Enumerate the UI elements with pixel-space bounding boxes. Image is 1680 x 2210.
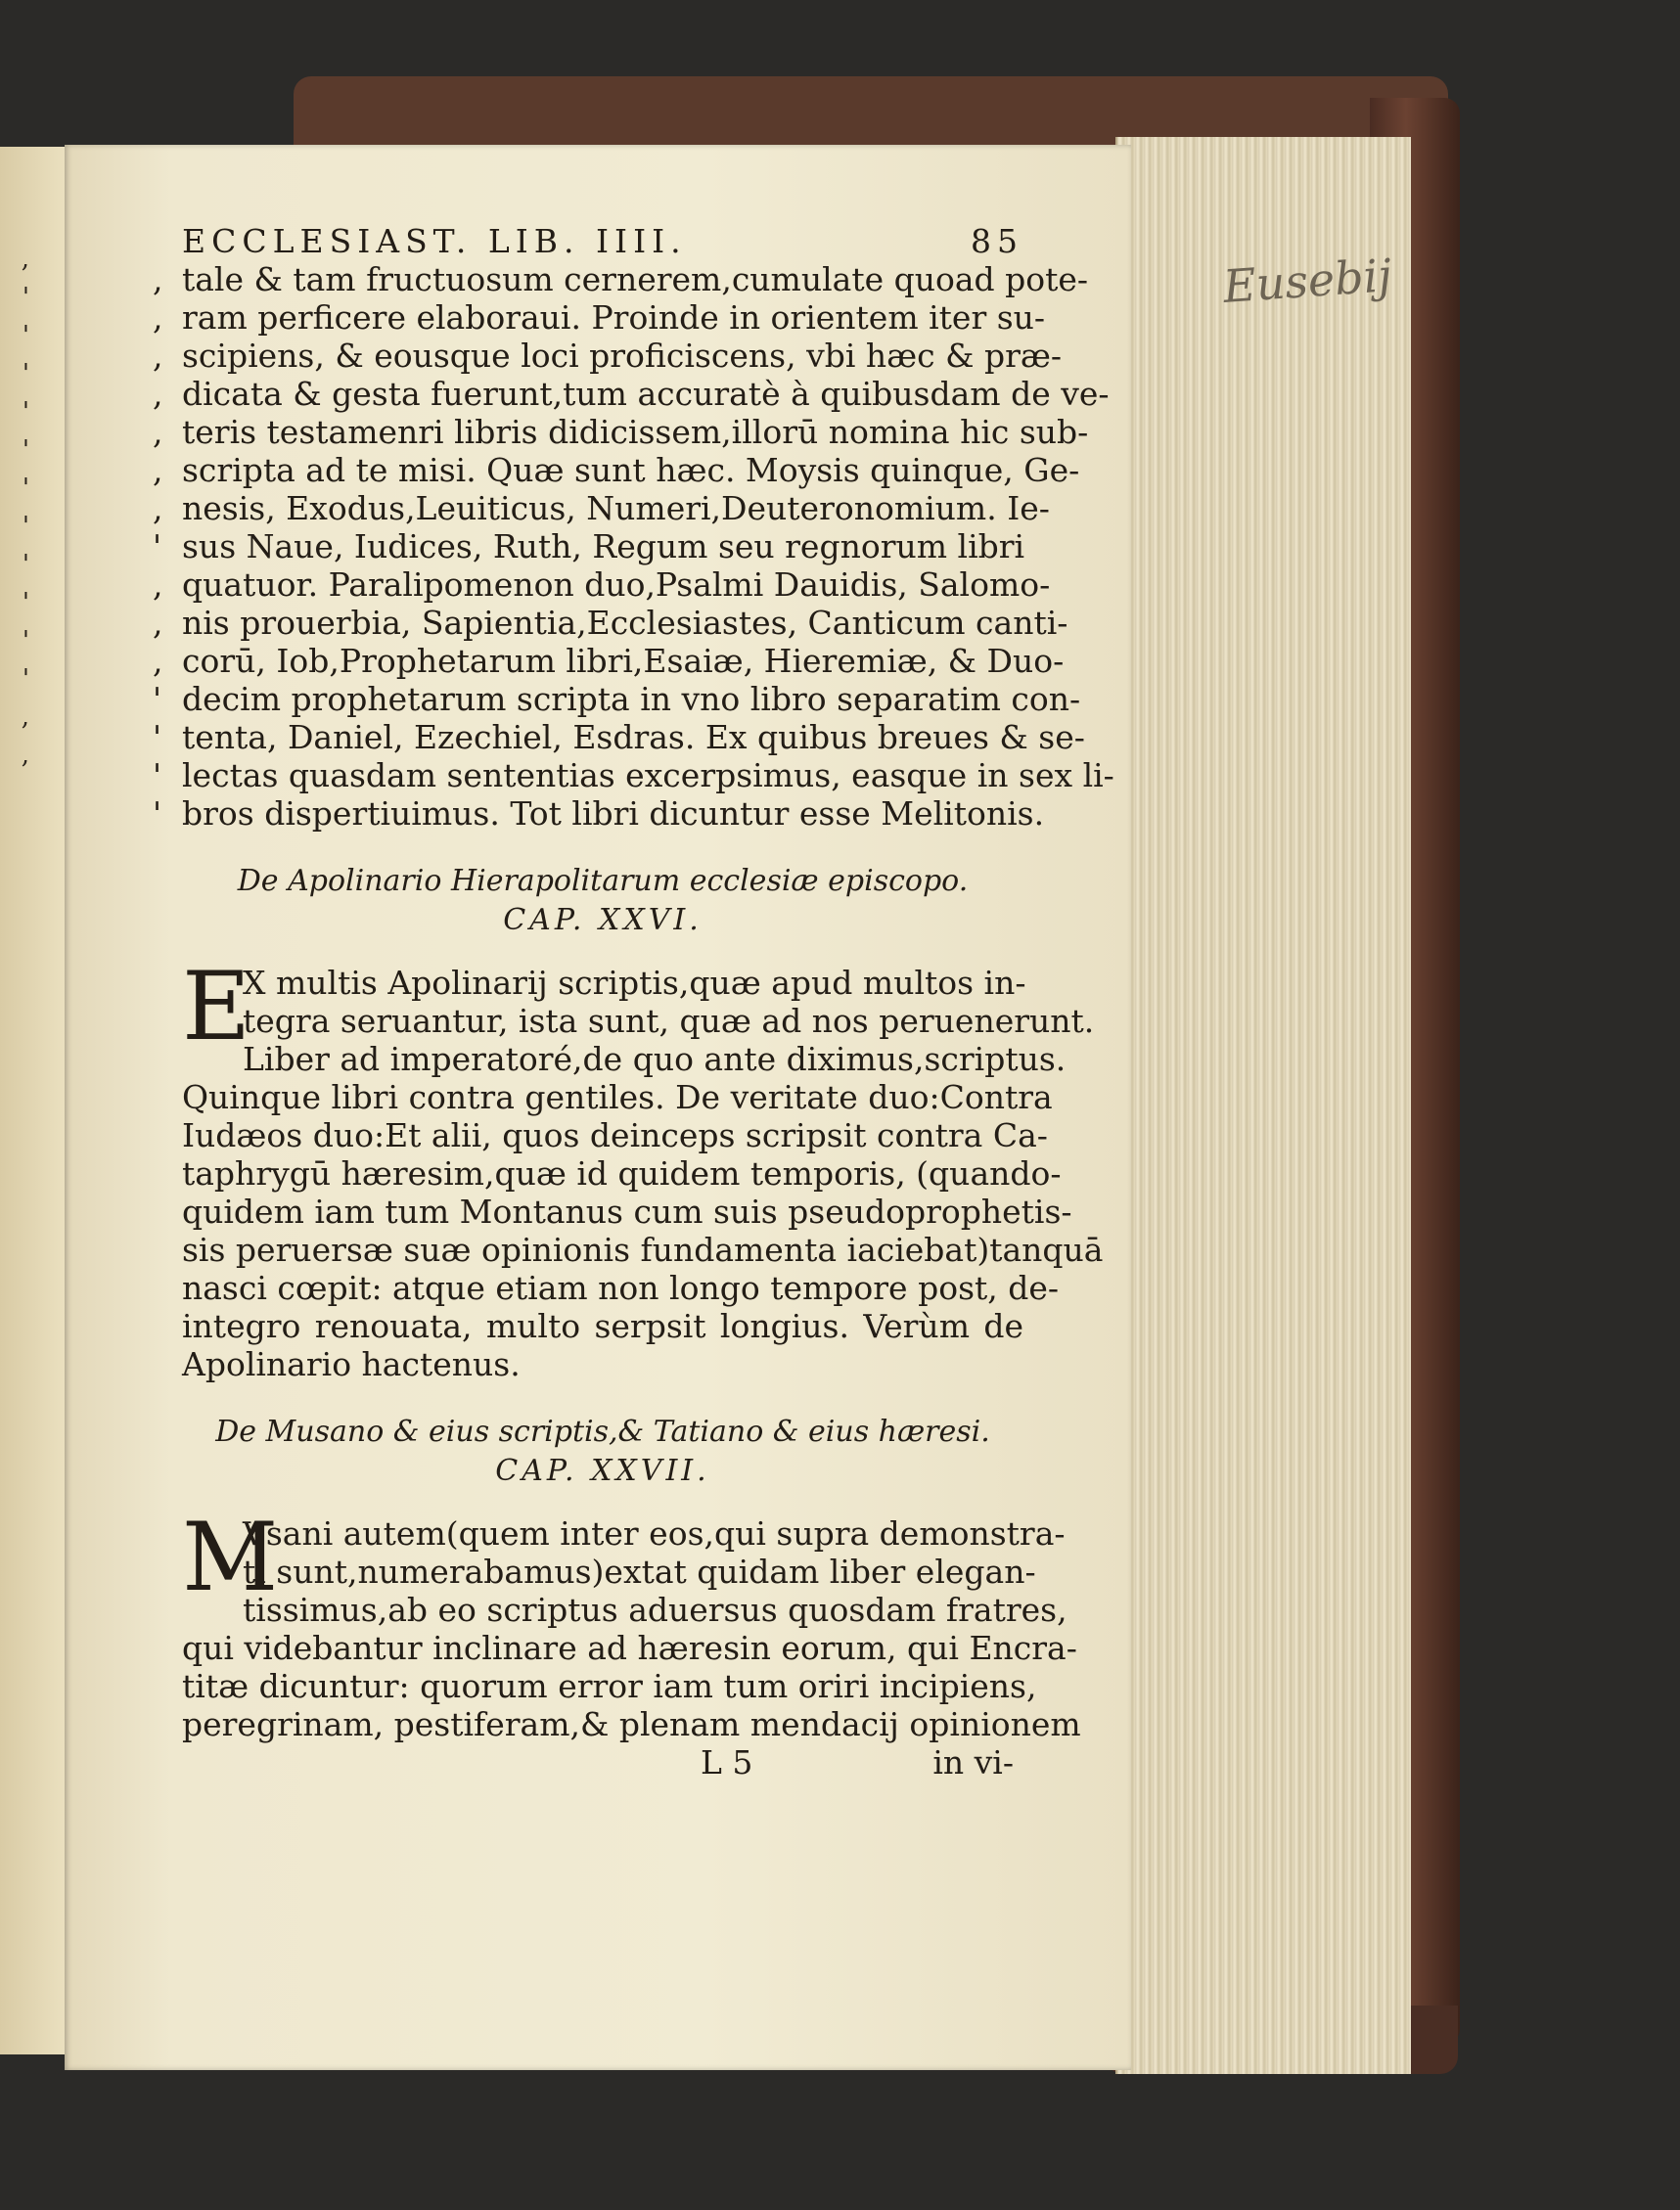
text-line: taphrygū hæresim,quæ id quidem temporis, (quando- [182,1154,1062,1193]
text-line: Liber ad imperatoré,de quo ante diximus,scriptus. [243,1040,1067,1078]
page-text [153,203,1114,1784]
page-number: 85 [971,222,1023,260]
text-line: , nesis, Exodus,Leuiticus, Numeri,Deuteronomium. Ie- [153,489,1050,527]
running-head [182,203,1023,260]
text-line: titæ dicuntur: quorum error iam tum oriri incipiens, [182,1667,1037,1705]
chapter-26-text [182,952,1104,1383]
text-line: Iudæos duo:Et alii, quos deinceps scripsit contra Ca- [182,1116,1048,1154]
edge-stamp: Eusebij [1221,248,1394,313]
text-line: ' lectas quasdam sententias excerpsimus, easque in sex li- [153,756,1114,794]
text-line: Quinque libri contra gentiles. De veritate duo:Contra [182,1078,1053,1116]
text-line: quidem iam tum Montanus cum suis pseudoprophetis- [182,1193,1072,1231]
text-line: X multis Apolinarij scriptis,quæ apud multos in- [243,964,1026,1002]
text-line: Apolinario hactenus. [182,1345,521,1383]
text-line: , teris testamenri libris didicissem,illorū nomina hic sub- [153,413,1089,451]
catchword: in vi- [932,1743,1014,1782]
section-melito-list [153,260,1114,833]
drop-cap: M [182,1503,279,1612]
text-line: , corū, Iob,Prophetarum libri,Esaiæ, Hieremiæ, & Duo- [153,642,1065,680]
chapter-number: CAP. XXVII. [495,1454,710,1488]
text-line: peregrinam, pestiferam,& plenam mendacij opinionem [182,1705,1081,1743]
text-line: , scripta ad te misi. Quæ sunt hæc. Moysis quinque, Ge- [153,451,1080,489]
text-line: , ram perficere elaboraui. Proinde in orientem iter su- [153,298,1046,337]
chapter-27-text [182,1503,1081,1743]
drop-cap: E [182,952,251,1061]
text-line: , scipiens, & eousque loci proficiscens, vbi hæc & præ- [153,337,1063,375]
page-footer [182,1743,1023,1784]
text-line: , quatuor. Paralipomenon duo,Psalmi Dauidis, Salomo- [153,565,1051,604]
text-line: qui videbantur inclinare ad hæresin eorum, qui Encra- [182,1629,1077,1667]
text-line: , dicata & gesta fuerunt,tum accuratè à quibusdam de ve- [153,375,1110,413]
text-line: sis peruersæ suæ opinionis fundamenta iaciebat)tanquā [182,1231,1104,1269]
text-line: , tale & tam fructuosum cernerem,cumulate quoad pote- [153,260,1089,298]
text-line: , nis prouerbia, Sapientia,Ecclesiastes, Canticum canti- [153,604,1068,642]
page-block-edges [1115,137,1411,2074]
text-line: tegra seruantur, ista sunt, quæ ad nos peruenerunt. [243,1002,1095,1040]
chapter-heading: De Apolinario Hierapolitarum ecclesiæ episcopo. [237,864,969,898]
text-line: Vsani autem(quem inter eos,qui supra demonstra- [243,1514,1066,1553]
signature-mark: L 5 [701,1743,753,1782]
chapter-number: CAP. XXVI. [503,903,703,937]
text-line: ' sus Naue, Iudices, Ruth, Regum seu regnorum libri [153,527,1025,565]
text-line: ' decim prophetarum scripta in vno libro separatim con- [153,680,1081,718]
facing-page-marks: , ' ' ' ' ' ' ' ' ' ' ' , , [21,245,29,770]
text-line: nasci cœpit: atque etiam non longo tempore post, de- [182,1269,1060,1307]
chapter-heading: De Musano & eius scriptis,& Tatiano & eius hæresi. [215,1415,990,1449]
text-line: integro renouata, multo serpsit longius. Verùm de [182,1307,1023,1345]
text-line: ti sunt,numerabamus)extat quidam liber elegan- [243,1553,1036,1591]
text-line: ' bros dispertiuimus. Tot libri dicuntur esse Melitonis. [153,794,1045,833]
text-line: tissimus,ab eo scriptus aduersus quosdam fratres, [243,1591,1067,1629]
running-title: ECCLESIAST. LIB. IIII. [182,222,687,260]
book-page [65,145,1131,2070]
text-line: ' tenta, Daniel, Ezechiel, Esdras. Ex quibus breues & se- [153,718,1085,756]
